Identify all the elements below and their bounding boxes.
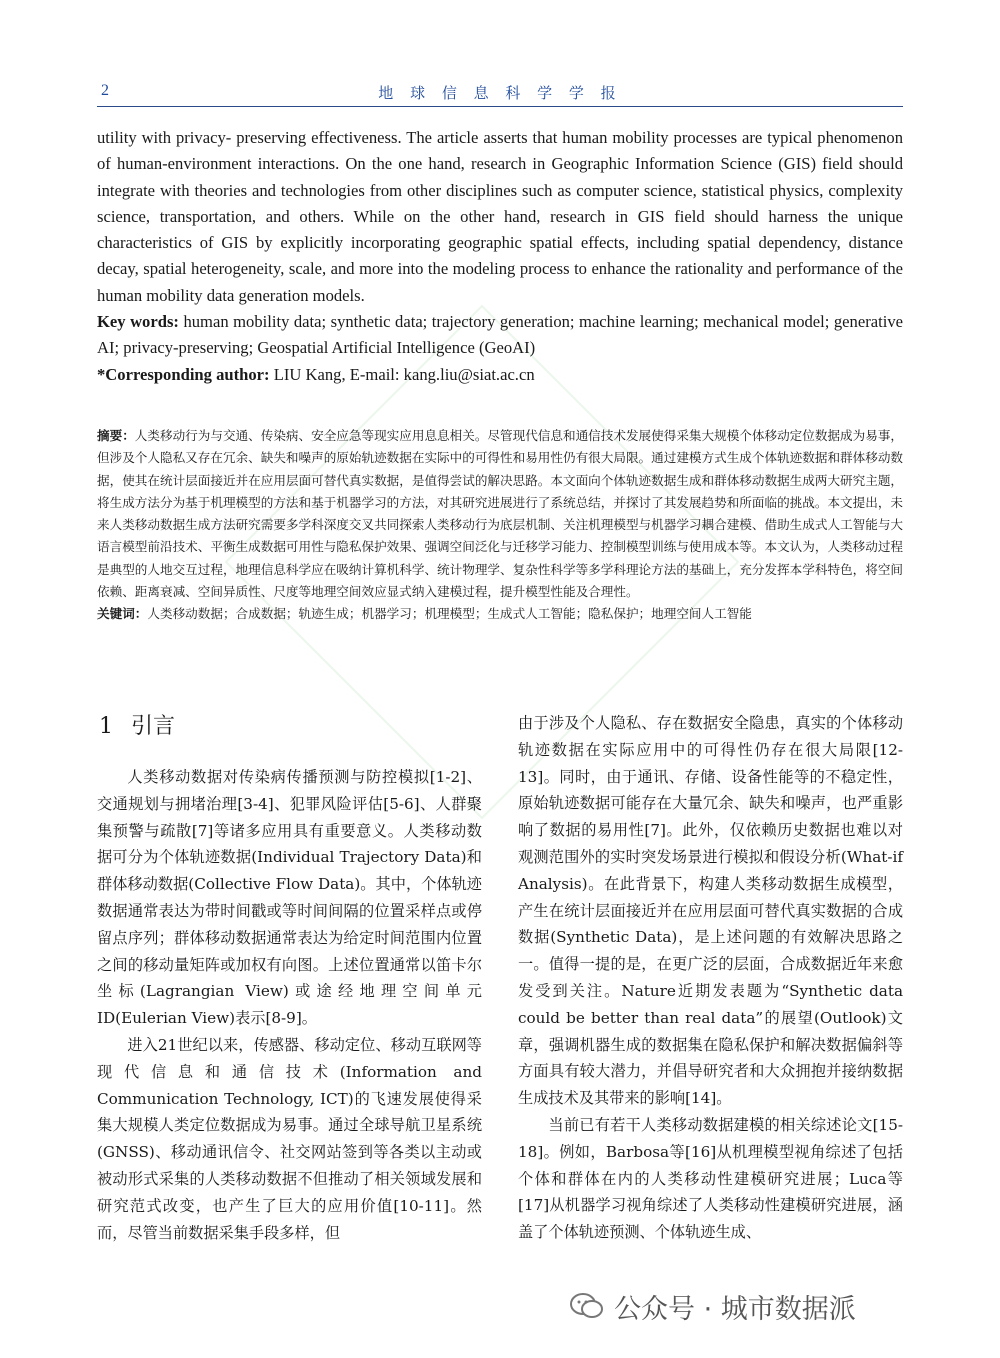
chinese-abstract-label: 摘要： [97, 428, 135, 443]
wechat-watermark [570, 1286, 856, 1326]
english-abstract-body: utility with privacy- preserving effectiveness. The article asserts that human mobility processes are typical phenomenon of human-environment interactions. On the one hand, research in Geographic Information Science (GIS) field should integrate with theories and technologies from other disciplines such as computer science, statistical physics, complexity science, transportation, and others. While on the other hand, research in GIS field should harness the unique characteristics of GIS by explicitly incorporating geographic spatial effects, including spatial dependency, distance decay, spatial heterogeneity, scale, and more into the modeling process to enhance the rationality and performance of the human mobility data generation models. [97, 128, 903, 305]
corresponding-author-label: *Corresponding author: [97, 364, 270, 384]
section-heading [99, 712, 482, 742]
english-keywords [97, 309, 903, 362]
chinese-abstract [97, 425, 903, 626]
wechat-watermark-text: 公众号 · 城市数据派 [614, 1293, 856, 1325]
chinese-keywords-text: 人类移动数据；合成数据；轨迹生成；机器学习；机理模型；生成式人工智能；隐私保护；地理空间人工智能 [147, 606, 752, 622]
corresponding-author [97, 362, 903, 388]
chinese-keywords [97, 603, 903, 625]
left-paragraph-2: 进入21世纪以来，传感器、移动定位、移动互联网等现代信息和通信技术(Information and Communication Technology, ICT)的飞速发展使得采集大规模人类定位数据成为易事。通过全球导航卫星系统(GNSS)、移动通讯信令、社交网站签到等各类以主动或被动形式采集的人类移动数据不但推动了相关领域发展和研究范式改变，也产生了巨大的应用价值[10-11]。然而，尽管当前数据采集手段多样，但 [97, 1035, 482, 1242]
journal-name: 地 球 信 息 科 学 学 报 [378, 84, 622, 102]
right-paragraph-1: 由于涉及个人隐私、存在数据安全隐患，真实的个体移动轨迹数据在实际应用中的可得性仍存在很大局限[12-13]。同时，由于通讯、存储、设备性能等的不稳定性，原始轨迹数据可能存在大量冗余、缺失和噪声，也严重影响了数据的易用性[7]。此外，仅依赖历史数据也难以对观测范围外的实时突发场景进行模拟和假设分析(What-if Analysis)。在此背景下，构建人类移动数据生成模型，产生在统计层面接近并在应用层面可替代真实数据的合成数据(Synthetic Data)，是上述问题的有效解决思路之一。值得一提的是，在更广泛的层面，合成数据近年来愈发受到关注。Nature近期发表题为“Synthetic data could be better than real data”的展望(Outlook)文章，强调机器生成的数据集在隐私保护和解决数据偏斜等方面具有较大潜力，并倡导研究者和大众拥抱并接纳数据生成技术及其带来的影响[14]。 [518, 714, 903, 1108]
right-paragraph-2: 当前已有若干人类移动数据建模的相关综述论文[15-18]。例如，Barbosa等[16]从机理模型视角综述了包括个体和群体在内的人类移动性建模研究进展；Luca等[17]从机器学习视角综述了人类移动性建模研究进展，涵盖了个体轨迹预测、个体轨迹生成、 [518, 1115, 903, 1242]
section-number: 1 [99, 714, 113, 739]
chinese-abstract-body-para [97, 425, 903, 603]
page-header [97, 78, 903, 107]
english-abstract [97, 125, 903, 388]
wechat-icon [570, 1292, 604, 1320]
chinese-abstract-body: 人类移动行为与交通、传染病、安全应急等现实应用息息相关。尽管现代信息和通信技术发展使得采集大规模个体移动定位数据成为易事，但涉及个人隐私又存在冗余、缺失和噪声的原始轨迹数据在实际中的可得性和易用性仍有很大局限。通过建模方式生成个体轨迹数据和群体移动数据，使其在统计层面接近并在应用层面可替代真实数据，是值得尝试的解决思路。本文面向个体轨迹数据生成和群体移动数据生成两大研究主题，将生成方法分为基于机理模型的方法和基于机器学习的方法，对其研究进展进行了系统总结，并探讨了其发展趋势和所面临的挑战。本文提出，未来人类移动数据生成方法研究需要多学科深度交叉共同探索人类移动行为底层机制、关注机理模型与机器学习耦合建模、借助生成式人工智能与大语言模型前沿技术、平衡生成数据可用性与隐私保护效果、强调空间泛化与迁移学习能力、控制模型训练与使用成本等。本文认为，人类移动过程是典型的人地交互过程，地理信息科学应在吸纳计算机科学、统计物理学、复杂性科学等多学科理论方法的基础上，充分发挥本学科特色，将空间依赖、距离衰减、空间异质性、尺度等地理空间效应显式纳入建模过程，提升模型性能及合理性。 [97, 428, 903, 600]
english-keywords-text: human mobility data; synthetic data; trajectory generation; machine learning; mechanical model; generative AI; privacy-preserving; Geospatial Artificial Intelligence (GeoAI) [97, 312, 903, 358]
page-number: 2 [101, 82, 109, 99]
left-column [97, 712, 482, 1246]
left-paragraph-1: 人类移动数据对传染病传播预测与防控模拟[1-2]、交通规划与拥堵治理[3-4]、犯罪风险评估[5-6]、人群聚集预警与疏散[7]等诸多应用具有重要意义。人类移动数据可分为个体轨迹数据(Individual Trajectory Data)和群体移动数据(Collective Flow Data)。其中，个体轨迹数据通常表达为带时间戳或等时间间隔的位置采样点或停留点序列；群体移动数据通常表达为给定时间范围内位置之间的移动量矩阵或加权有向图。上述位置通常以笛卡尔坐标(Lagrangian View)或途经地理空间单元ID(Eulerian View)表示[8-9]。 [97, 768, 482, 1028]
english-keywords-label: Key words: [97, 312, 179, 332]
section-title: 引言 [131, 714, 176, 739]
chinese-keywords-label: 关键词： [97, 606, 148, 622]
corresponding-author-text: LIU Kang, E-mail: kang.liu@siat.ac.cn [273, 364, 535, 384]
right-column [518, 710, 903, 1246]
